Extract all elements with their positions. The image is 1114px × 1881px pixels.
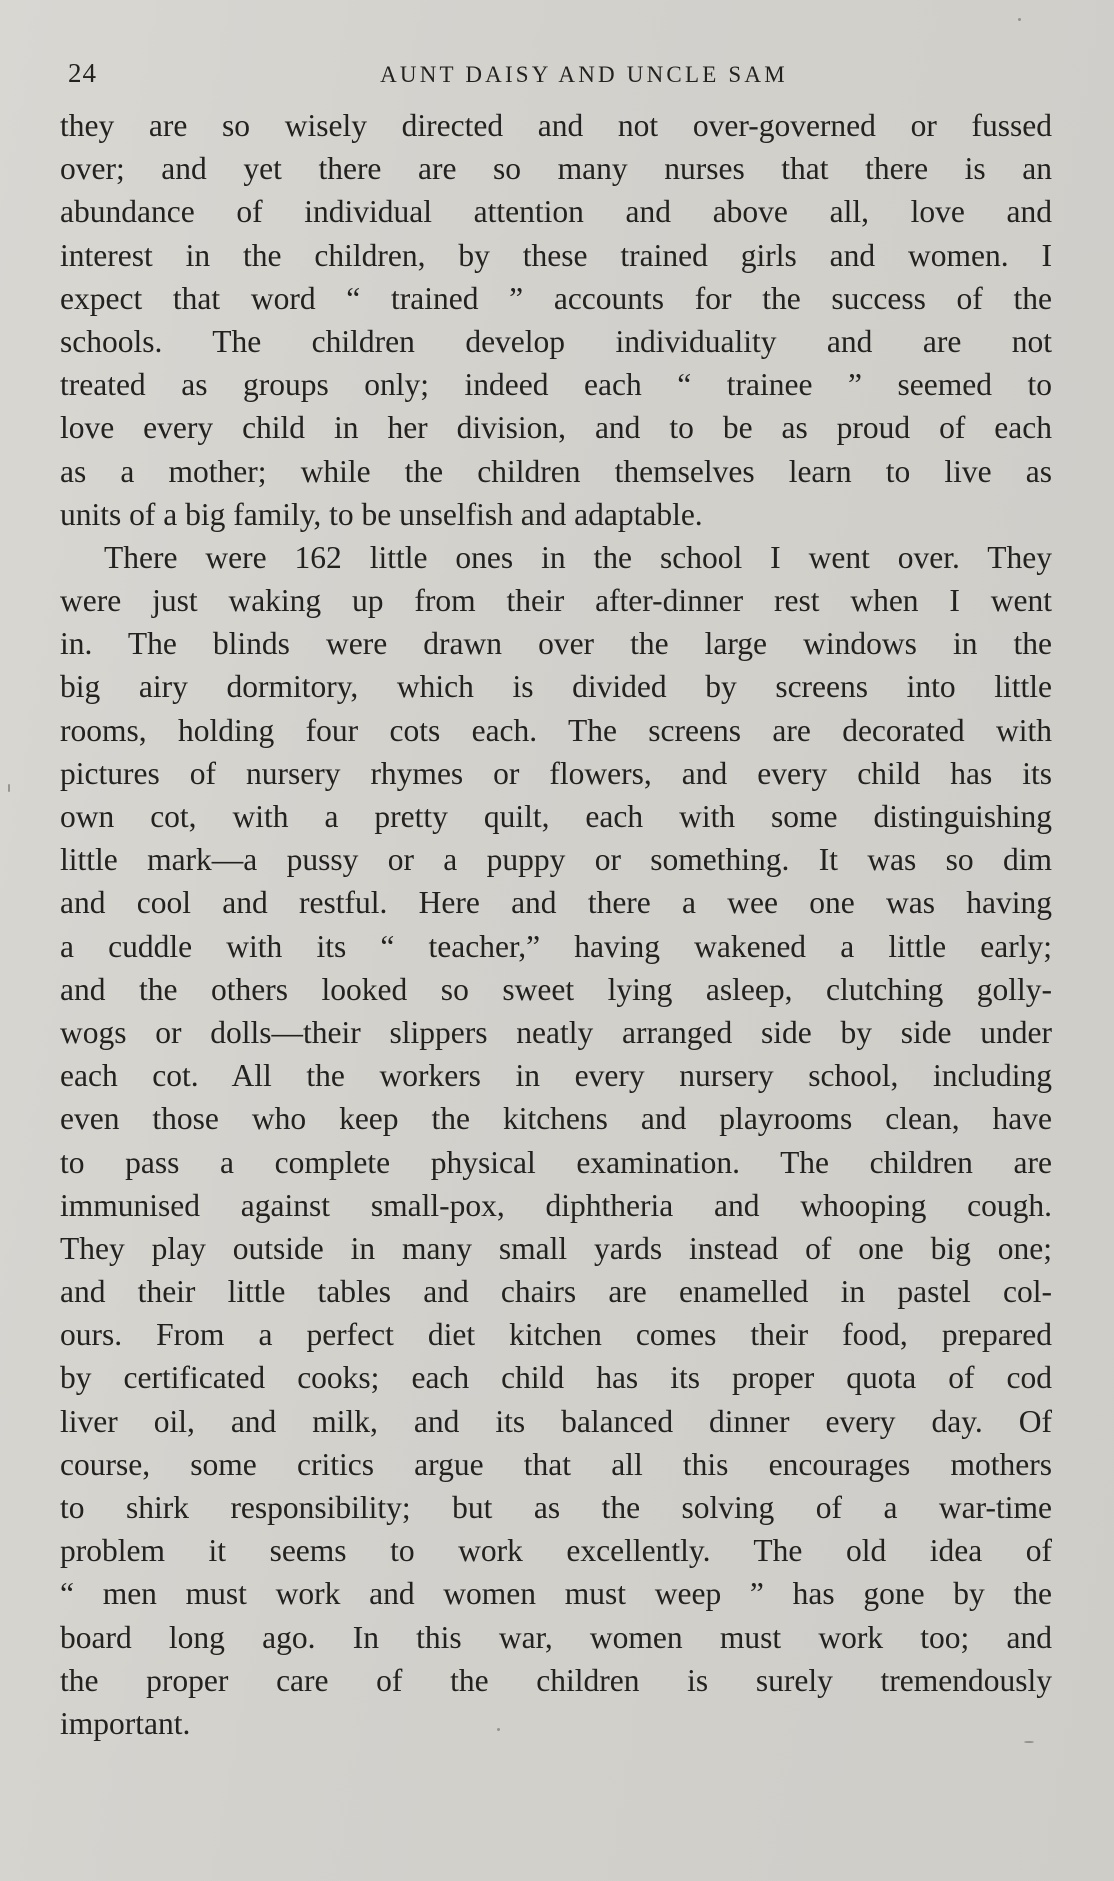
paper-speck — [1024, 1741, 1034, 1743]
text-line: There were 162 little ones in the school I went over. They — [104, 539, 1052, 575]
text-line: were just waking up from their after-dinner rest when I went — [60, 583, 1052, 619]
text-line: they are so wisely directed and not over-governed or fussed — [60, 108, 1052, 143]
text-line: expect that word “ trained ” accounts for the success of the — [60, 280, 1052, 316]
text-line: and cool and restful. Here and there a wee one was having — [60, 885, 1052, 921]
text-line: schools. The children develop individuality and are not — [60, 323, 1052, 359]
text-line: ours. From a perfect diet kitchen comes their food, prepared — [60, 1317, 1052, 1353]
text-line: interest in the children, by these trained girls and women. I — [60, 237, 1052, 273]
text-line: to pass a complete physical examination. The children are — [60, 1144, 1052, 1180]
text-line: and the others looked so sweet lying asleep, clutching golly- — [60, 971, 1052, 1007]
text-line: abundance of individual attention and above all, love and — [60, 194, 1052, 230]
text-line: important. — [60, 1705, 191, 1741]
text-line: problem it seems to work excellently. The old idea of — [60, 1533, 1052, 1569]
text-line: liver oil, and milk, and its balanced dinner every day. Of — [60, 1403, 1052, 1439]
text-line: board long ago. In this war, women must work too; and — [60, 1619, 1052, 1655]
text-line: immunised against small-pox, diphtheria and whooping cough. — [60, 1187, 1052, 1223]
paragraph — [60, 536, 1052, 1745]
text-line: each cot. All the workers in every nursery school, including — [60, 1058, 1052, 1094]
text-line: “ men must work and women must weep ” has gone by the — [60, 1576, 1052, 1612]
text-line: as a mother; while the children themselves learn to live as — [60, 453, 1052, 489]
paper-speck — [1018, 18, 1021, 21]
text-line: They play outside in many small yards instead of one big one; — [60, 1230, 1052, 1266]
text-line: own cot, with a pretty quilt, each with some distinguishing — [60, 799, 1052, 834]
text-line: treated as groups only; indeed each “ trainee ” seemed to — [60, 367, 1052, 403]
text-line: pictures of nursery rhymes or flowers, and every child has its — [60, 755, 1052, 791]
text-line: by certificated cooks; each child has its proper quota of cod — [60, 1360, 1052, 1396]
page-header — [68, 58, 1040, 98]
text-line: big airy dormitory, which is divided by screens into little — [60, 669, 1052, 705]
paper-speck — [497, 1728, 500, 1731]
paragraph — [60, 104, 1052, 536]
page-number: 24 — [68, 58, 97, 88]
text-line: even those who keep the kitchens and playrooms clean, have — [60, 1101, 1052, 1137]
text-line: a cuddle with its “ teacher,” having wakened a little early; — [60, 928, 1052, 964]
body-text — [60, 104, 1052, 1745]
text-line: rooms, holding four cots each. The screens are decorated with — [60, 712, 1052, 748]
text-line: wogs or dolls—their slippers neatly arranged side by side under — [60, 1014, 1052, 1050]
text-line: love every child in her division, and to be as proud of each — [60, 410, 1052, 446]
text-line: in. The blinds were drawn over the large windows in the — [60, 626, 1052, 662]
text-line: over; and yet there are so many nurses that there is an — [60, 151, 1052, 187]
text-line: to shirk responsibility; but as the solving of a war-time — [60, 1490, 1052, 1525]
text-line: units of a big family, to be unselfish and adaptable. — [60, 496, 703, 532]
paper-speck — [8, 784, 10, 792]
running-title: AUNT DAISY AND UNCLE SAM — [380, 62, 788, 87]
text-line: little mark—a pussy or a puppy or something. It was so dim — [60, 842, 1052, 878]
text-line: course, some critics argue that all this encourages mothers — [60, 1446, 1052, 1482]
text-line: and their little tables and chairs are enamelled in pastel col- — [60, 1274, 1052, 1310]
text-line: the proper care of the children is surely tremendously — [60, 1662, 1052, 1698]
